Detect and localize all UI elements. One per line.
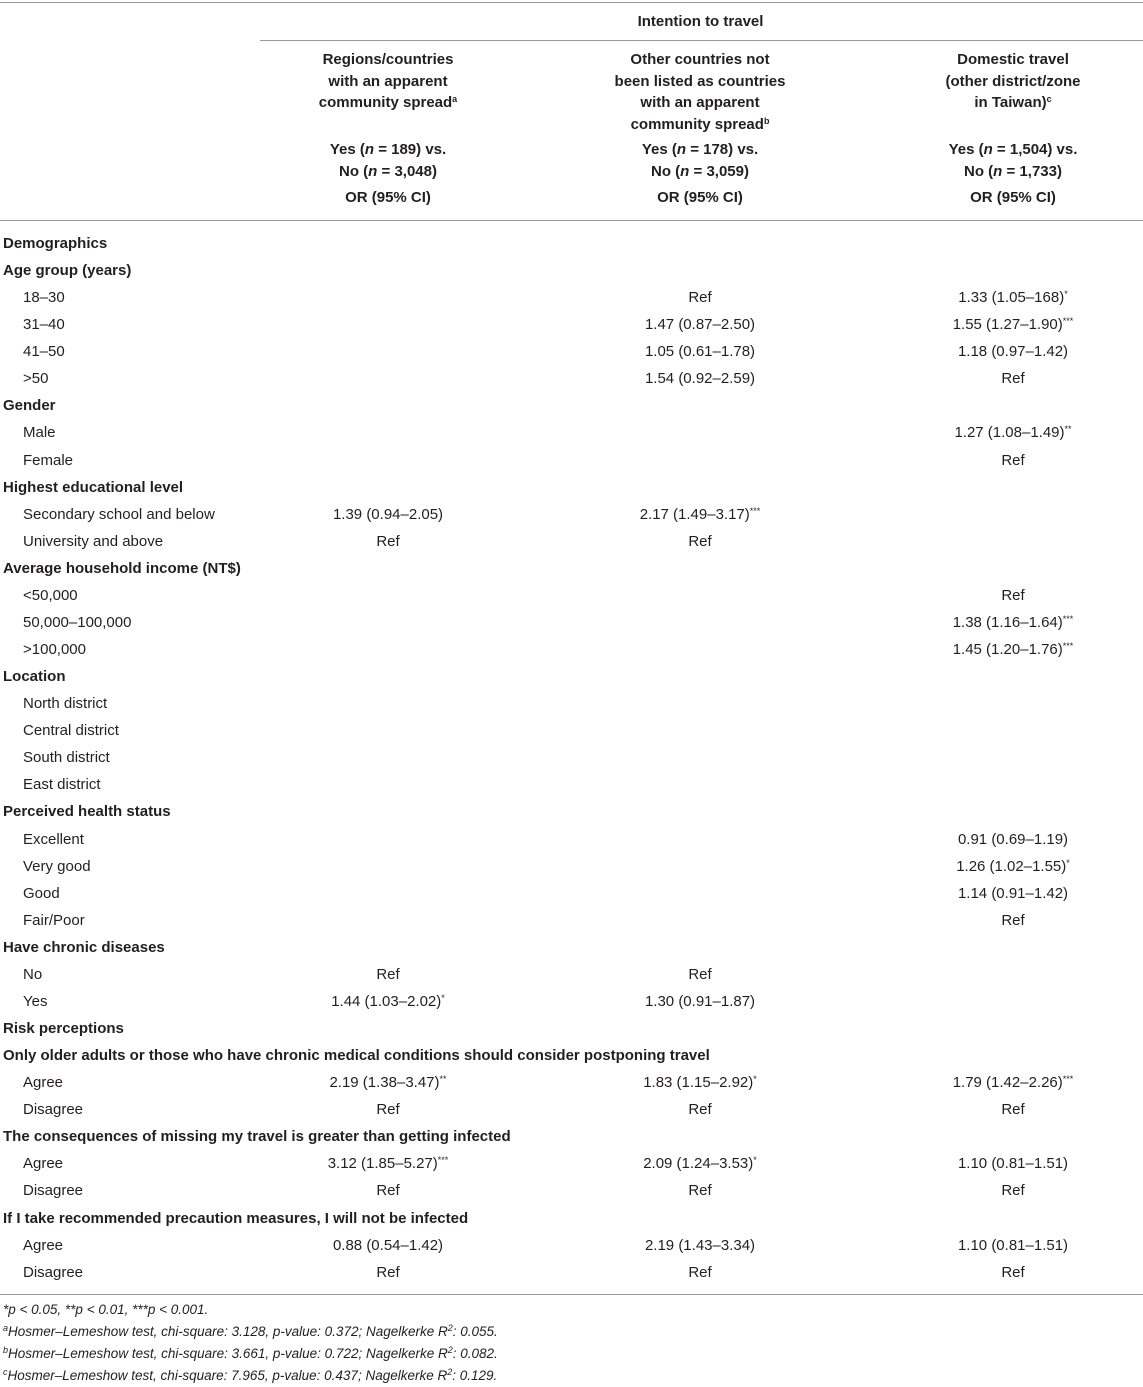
row-label: Male <box>23 424 56 442</box>
table-row <box>0 1150 1143 1177</box>
or-value-c3: Ref <box>1001 1101 1025 1119</box>
column-title-line: Regions/countries <box>322 51 454 68</box>
table-row <box>0 609 1143 636</box>
or-value-c1: Ref <box>376 1182 400 1200</box>
row-label: Secondary school and below <box>23 505 215 523</box>
table-row <box>0 988 1143 1015</box>
or-value-c2: 1.54 (0.92–2.59) <box>644 370 756 388</box>
table-row <box>0 284 1143 311</box>
or-value-c2: Ref <box>688 1263 712 1281</box>
or-value-c3: Ref <box>1001 911 1025 929</box>
section-row <box>0 1042 1143 1069</box>
significance-marker: ** <box>439 1074 447 1085</box>
or-value-c1: 1.44 (1.03–2.02)* <box>331 992 445 1010</box>
table-row <box>0 1096 1143 1123</box>
or-value-c2: Ref <box>688 532 712 550</box>
column-header-1 <box>258 49 518 114</box>
significance-marker: *** <box>1062 316 1074 327</box>
table-row <box>0 907 1143 934</box>
yes-count: Yes (n = 1,504) vs. <box>948 141 1078 158</box>
section-label: The consequences of missing my travel is greater than getting infected <box>3 1128 511 1146</box>
or-value-c3: 1.79 (1.42–2.26)*** <box>952 1074 1074 1092</box>
or-value-c3: 1.45 (1.20–1.76)*** <box>952 641 1074 659</box>
section-row <box>0 1205 1143 1232</box>
n-symbol: n <box>364 141 375 158</box>
row-label: >50 <box>23 370 49 388</box>
or-value-c3: 1.27 (1.08–1.49)** <box>954 424 1072 442</box>
or-value-c2: 1.83 (1.15–2.92)* <box>643 1074 757 1092</box>
column-sample-sizes <box>258 139 518 182</box>
column-title-line: community spread$^b$ <box>630 115 770 133</box>
section-row <box>0 663 1143 690</box>
significance-marker: *** <box>1062 613 1074 624</box>
table-row <box>0 853 1143 880</box>
or-value-c3: 1.55 (1.27–1.90)*** <box>952 316 1074 334</box>
section-row <box>0 392 1143 419</box>
or-value-c3: 1.10 (0.81–1.51) <box>957 1236 1069 1254</box>
column-stat-label: OR (95% CI) <box>657 189 743 206</box>
section-row <box>0 257 1143 284</box>
section-label: Average household income (NT$) <box>3 559 241 577</box>
row-label: 18–30 <box>23 289 65 307</box>
section-row <box>0 230 1143 257</box>
row-label: Very good <box>23 857 91 875</box>
row-label: <50,000 <box>23 586 78 604</box>
row-label: Fair/Poor <box>23 911 85 929</box>
header-rule <box>0 220 1143 221</box>
section-label: Highest educational level <box>3 478 184 496</box>
significance-marker: * <box>1066 857 1070 868</box>
section-row <box>0 1015 1143 1042</box>
table-row <box>0 1232 1143 1259</box>
or-value-c1: Ref <box>376 965 400 983</box>
row-label: South district <box>23 749 110 767</box>
column-sample-sizes <box>570 139 830 182</box>
table-row <box>0 771 1143 798</box>
footnote: *p < 0.05, **p < 0.01, ***p < 0.001. <box>3 1302 209 1317</box>
table-row <box>0 311 1143 338</box>
yes-count: Yes (n = 178) vs. <box>641 141 759 158</box>
table-row <box>0 1259 1143 1286</box>
significance-marker: * <box>753 1074 757 1085</box>
table-row <box>0 961 1143 988</box>
row-label: No <box>23 965 43 983</box>
or-value-c3: 1.14 (0.91–1.42) <box>957 884 1069 902</box>
row-label: Disagree <box>23 1263 84 1281</box>
group-title: Intention to travel <box>637 13 764 30</box>
or-value-c2: 1.05 (0.61–1.78) <box>644 343 756 361</box>
column-stat-label: OR (95% CI) <box>345 189 431 206</box>
row-label: Excellent <box>23 830 84 848</box>
row-label: Disagree <box>23 1101 84 1119</box>
table-row <box>0 582 1143 609</box>
row-label: Central district <box>23 722 119 740</box>
n-symbol: n <box>680 162 690 180</box>
or-value-c3: 1.33 (1.05–168)* <box>958 289 1068 307</box>
footnote-marker: a <box>452 94 458 104</box>
bottom-rule <box>0 1294 1143 1295</box>
table-row <box>0 528 1143 555</box>
table-row <box>0 744 1143 771</box>
significance-marker: ** <box>1064 424 1072 435</box>
or-value-c2: Ref <box>688 289 712 307</box>
significance-marker: *** <box>749 505 761 516</box>
column-title-line: Domestic travel <box>957 51 1069 68</box>
table-row <box>0 1177 1143 1204</box>
or-value-c2: Ref <box>688 1101 712 1119</box>
row-label: Disagree <box>23 1182 84 1200</box>
column-title-line: (other district/zone <box>945 72 1081 90</box>
table-row <box>0 1069 1143 1096</box>
significance-marker: *** <box>437 1155 449 1166</box>
column-title-line: with an apparent <box>328 72 448 90</box>
table-row <box>0 826 1143 853</box>
significance-marker: * <box>753 1155 757 1166</box>
or-value-c1: 3.12 (1.85–5.27)*** <box>327 1155 449 1173</box>
section-label: Demographics <box>3 235 108 252</box>
row-label: Agree <box>23 1155 64 1173</box>
section-row <box>0 934 1143 961</box>
footnote-marker: b <box>763 115 770 126</box>
section-row <box>0 798 1143 825</box>
footnote-marker: b <box>3 1345 9 1355</box>
n-symbol: n <box>368 162 378 180</box>
or-value-c3: 1.18 (0.97–1.42) <box>957 343 1069 361</box>
footnote: $^a$Hosmer–Lemeshow test, chi-square: 3.128, p-value: 0.372; Nagelkerke $R^2$: 0.055. <box>3 1323 498 1339</box>
row-label: Agree <box>23 1074 64 1092</box>
section-row <box>0 1123 1143 1150</box>
column-sample-sizes <box>883 139 1143 182</box>
n-symbol: n <box>983 141 993 158</box>
footnote-marker: a <box>3 1323 9 1333</box>
superscript: 2 <box>447 1323 453 1333</box>
table-row <box>0 636 1143 663</box>
or-value-c3: Ref <box>1001 1263 1025 1281</box>
footnote-marker: c <box>3 1367 8 1377</box>
table-row <box>0 419 1143 446</box>
or-value-c3: 1.10 (0.81–1.51) <box>957 1155 1069 1173</box>
section-row <box>0 555 1143 582</box>
row-label: 41–50 <box>23 343 65 361</box>
section-label: Risk perceptions <box>3 1020 124 1038</box>
top-rule <box>0 2 1143 3</box>
n-symbol: n <box>676 141 687 158</box>
section-label: If I take recommended precaution measures, I will not be infected <box>3 1209 469 1227</box>
table-row <box>0 690 1143 717</box>
or-value-c2: 1.30 (0.91–1.87) <box>644 992 756 1010</box>
column-header-2 <box>570 49 830 135</box>
table-row <box>0 501 1143 528</box>
or-value-c1: Ref <box>376 1101 400 1119</box>
or-value-c1: 1.39 (0.94–2.05) <box>332 505 444 523</box>
column-title-line: in Taiwan)$^c$ <box>974 94 1052 111</box>
row-label: Good <box>23 884 60 902</box>
section-label: Only older adults or those who have chronic medical conditions should consider postponing travel <box>3 1047 710 1065</box>
table-row <box>0 338 1143 365</box>
column-title-line: community spread$^a$ <box>318 94 458 111</box>
row-label: University and above <box>23 532 164 550</box>
or-value-c1: 2.19 (1.38–3.47)** <box>329 1074 447 1092</box>
or-value-c3: 0.91 (0.69–1.19) <box>957 830 1069 848</box>
table-row <box>0 365 1143 392</box>
significance-marker: * <box>441 992 445 1003</box>
footnote-marker: c <box>1046 94 1052 104</box>
section-label: Gender <box>3 397 56 415</box>
row-label: >100,000 <box>23 641 86 659</box>
yes-count: Yes (n = 189) vs. <box>329 141 447 158</box>
row-label: 31–40 <box>23 316 65 334</box>
or-value-c3: Ref <box>1001 451 1025 469</box>
row-label: Female <box>23 451 74 469</box>
superscript: 2 <box>447 1345 453 1355</box>
or-value-c3: Ref <box>1001 370 1025 388</box>
significance-marker: *** <box>1062 1074 1074 1085</box>
section-label: Age group (years) <box>3 262 132 280</box>
section-label: Location <box>3 668 66 686</box>
n-symbol: n <box>993 162 1003 180</box>
significance-marker: * <box>1064 289 1068 300</box>
or-value-c2: 2.19 (1.43–3.34) <box>644 1236 756 1254</box>
column-title-line: been listed as countries <box>614 72 786 90</box>
or-value-c2: Ref <box>688 1182 712 1200</box>
row-label: 50,000–100,000 <box>23 613 132 631</box>
or-value-c2: 2.09 (1.24–3.53)* <box>643 1155 757 1173</box>
row-label: East district <box>23 776 101 794</box>
no-count: No (n = 3,048) <box>339 162 437 180</box>
or-value-c3: 1.38 (1.16–1.64)*** <box>952 613 1074 631</box>
or-value-c2: Ref <box>688 965 712 983</box>
significance-marker: *** <box>1062 641 1074 652</box>
superscript: 2 <box>447 1367 453 1377</box>
or-value-c2: 2.17 (1.49–3.17)*** <box>639 505 761 523</box>
column-header-3 <box>883 49 1143 114</box>
no-count: No (n = 1,733) <box>964 162 1062 180</box>
footnote: $^c$Hosmer–Lemeshow test, chi-square: 7.965, p-value: 0.437; Nagelkerke $R^2$: 0.129. <box>3 1367 498 1383</box>
or-value-c1: Ref <box>376 532 400 550</box>
column-stat-label: OR (95% CI) <box>970 189 1056 206</box>
row-label: Agree <box>23 1236 64 1254</box>
no-count: No (n = 3,059) <box>651 162 749 180</box>
table-row <box>0 880 1143 907</box>
or-value-c1: 0.88 (0.54–1.42) <box>332 1236 444 1254</box>
row-label: North district <box>23 695 108 713</box>
column-title-line: with an apparent <box>640 94 760 111</box>
or-value-c3: Ref <box>1001 586 1025 604</box>
section-row <box>0 474 1143 501</box>
table-row <box>0 447 1143 474</box>
section-label: Have chronic diseases <box>3 938 165 956</box>
section-label: Perceived health status <box>3 803 171 821</box>
table-row <box>0 717 1143 744</box>
or-value-c3: 1.26 (1.02–1.55)* <box>956 857 1070 875</box>
column-title-line: Other countries not <box>630 51 770 68</box>
row-label: Yes <box>23 992 48 1010</box>
footnote: $^b$Hosmer–Lemeshow test, chi-square: 3.661, p-value: 0.722; Nagelkerke $R^2$: 0.082. <box>3 1345 498 1361</box>
or-value-c1: Ref <box>376 1263 400 1281</box>
or-value-c2: 1.47 (0.87–2.50) <box>644 316 756 334</box>
group-rule <box>260 40 1143 41</box>
or-value-c3: Ref <box>1001 1182 1025 1200</box>
